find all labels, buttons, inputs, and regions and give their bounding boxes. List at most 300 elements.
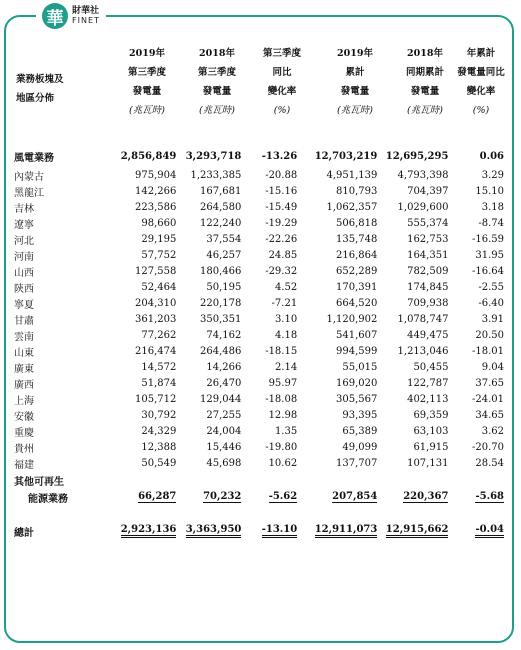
table-row xyxy=(14,523,504,539)
cell-value-text: 70,232 xyxy=(203,491,242,502)
cell-value xyxy=(120,263,176,279)
cell-value xyxy=(377,247,448,263)
cell-value xyxy=(241,455,297,471)
cell-value xyxy=(176,407,241,423)
cell-value-text: 14,572 xyxy=(141,361,177,373)
cell-value xyxy=(448,489,504,505)
cell-value-text: 4.52 xyxy=(274,281,298,293)
cell-value xyxy=(297,343,377,359)
cell-value xyxy=(176,391,241,407)
col-header-q3-2018: 2018年 第三季度 發電量 (兆瓦時) xyxy=(197,48,236,116)
cell-value xyxy=(176,311,241,327)
cell-value xyxy=(241,407,297,423)
finet-logo-icon: 華 xyxy=(42,3,68,29)
cell-value-text: 12,388 xyxy=(141,441,177,453)
cell-value-text: 305,567 xyxy=(335,393,378,405)
cell-value-text: -15.16 xyxy=(265,185,298,197)
table-row xyxy=(14,359,504,375)
cell-value-text: 27,255 xyxy=(206,409,242,421)
cell-value xyxy=(120,343,176,359)
cell-value-text: 4,793,398 xyxy=(397,169,449,181)
cell-value xyxy=(120,523,176,539)
row-label: 內蒙古 xyxy=(14,171,44,183)
cell-value xyxy=(241,231,297,247)
cell-value xyxy=(176,295,241,311)
cell-value-text: 207,854 xyxy=(332,491,378,502)
cell-value-text: -29.32 xyxy=(265,265,298,277)
cell-value-text: -2.55 xyxy=(478,281,504,293)
cell-value-text: 61,915 xyxy=(413,441,449,453)
cell-value-text: 12,703,219 xyxy=(314,150,378,162)
cell-value-text: 46,257 xyxy=(206,249,242,261)
cell-value xyxy=(176,327,241,343)
row-label: 山東 xyxy=(14,347,34,359)
cell-value xyxy=(241,375,297,391)
cell-value-text: 1,120,902 xyxy=(326,313,378,325)
row-label: 廣西 xyxy=(14,379,34,391)
cell-value xyxy=(297,455,377,471)
cell-value xyxy=(377,359,448,375)
cell-value xyxy=(120,391,176,407)
cell-value xyxy=(176,199,241,215)
cell-value-text: 37.65 xyxy=(475,377,504,389)
cell-value xyxy=(297,327,377,343)
cell-value-text: 137,707 xyxy=(335,457,378,469)
cell-value-text: 52,464 xyxy=(141,281,177,293)
cell-value-text: 1,029,600 xyxy=(397,201,449,213)
cell-value-text: -19.80 xyxy=(265,441,298,453)
table-row xyxy=(14,407,504,423)
cell-value-text: 122,787 xyxy=(407,377,449,389)
cell-value xyxy=(448,145,504,167)
cell-value xyxy=(448,343,504,359)
cell-value xyxy=(297,167,377,183)
cell-value xyxy=(377,167,448,183)
cell-value xyxy=(448,263,504,279)
row-label: 能源業務 xyxy=(28,493,68,505)
cell-value-text: 782,509 xyxy=(407,265,449,277)
cell-value-text: 20.50 xyxy=(475,329,504,341)
cell-value-text: -19.29 xyxy=(265,217,298,229)
cell-value xyxy=(297,279,377,295)
cell-value xyxy=(377,263,448,279)
cell-value-text: 24,004 xyxy=(206,425,242,437)
cell-value xyxy=(176,231,241,247)
cell-value-text: 10.62 xyxy=(268,457,298,469)
generation-table-body xyxy=(14,145,504,539)
cell-value xyxy=(377,231,448,247)
cell-value xyxy=(297,471,377,489)
row-label: 重慶 xyxy=(14,427,34,439)
cell-value xyxy=(377,145,448,167)
cell-value-text: -7.21 xyxy=(271,297,298,309)
cell-value-text: 810,793 xyxy=(335,185,378,197)
cell-value xyxy=(120,183,176,199)
cell-value xyxy=(377,423,448,439)
cell-value-text: 4,951,139 xyxy=(326,169,378,181)
cell-value xyxy=(448,199,504,215)
cell-value xyxy=(120,279,176,295)
cell-value xyxy=(377,295,448,311)
cell-value-text: -16.59 xyxy=(471,233,504,245)
cell-value-text: -20.70 xyxy=(471,441,504,453)
cell-value-text: -6.40 xyxy=(478,297,504,309)
cell-value-text: 220,367 xyxy=(403,491,449,502)
cell-value-text: 129,044 xyxy=(200,393,242,405)
cell-value xyxy=(120,199,176,215)
cell-value xyxy=(241,523,297,539)
cell-value xyxy=(176,167,241,183)
cell-value-text: 12.98 xyxy=(268,409,298,421)
cell-value-text: 555,374 xyxy=(407,217,449,229)
cell-value-text: 3.91 xyxy=(481,313,504,325)
cell-value xyxy=(297,523,377,539)
cell-value xyxy=(241,423,297,439)
cell-value-text: -13.10 xyxy=(262,524,297,538)
cell-value-text: 45,698 xyxy=(206,457,242,469)
cell-value xyxy=(120,167,176,183)
cell-value xyxy=(241,489,297,505)
cell-value-text: 402,113 xyxy=(407,393,449,405)
table-row xyxy=(14,247,504,263)
table-row xyxy=(14,311,504,327)
row-label: 安徽 xyxy=(14,411,34,423)
cell-value xyxy=(120,215,176,231)
cell-value-text: 704,397 xyxy=(407,185,449,197)
cell-value xyxy=(377,311,448,327)
cell-value xyxy=(120,359,176,375)
col-header-ytd-change: 年累計 發電量同比 變化率 (%) xyxy=(457,48,505,116)
cell-value-text: 3,293,718 xyxy=(185,150,242,162)
col-header-q3-change: 第三季度 同比 變化率 (%) xyxy=(262,48,301,116)
cell-value-text: 142,266 xyxy=(135,185,177,197)
cell-value xyxy=(120,295,176,311)
cell-value-text: 12,911,073 xyxy=(315,524,378,538)
cell-value xyxy=(120,407,176,423)
cell-value xyxy=(176,455,241,471)
cell-value xyxy=(448,523,504,539)
cell-value xyxy=(241,199,297,215)
cell-value xyxy=(377,455,448,471)
row-label-header: 業務板塊及 地區分佈 xyxy=(16,74,64,104)
row-label: 風電業務 xyxy=(14,152,54,164)
cell-value xyxy=(120,311,176,327)
cell-value-text: 994,599 xyxy=(335,345,378,357)
cell-value xyxy=(120,327,176,343)
row-label: 寧夏 xyxy=(14,299,34,311)
cell-value-text: 216,864 xyxy=(335,249,378,261)
cell-value-text: 12,695,295 xyxy=(385,150,449,162)
cell-value xyxy=(377,375,448,391)
cell-value-text: 65,389 xyxy=(342,425,378,437)
cell-value xyxy=(241,263,297,279)
cell-value-text: -0.04 xyxy=(475,524,504,538)
table-row xyxy=(14,215,504,231)
cell-value xyxy=(176,471,241,489)
cell-value xyxy=(377,327,448,343)
cell-value xyxy=(377,183,448,199)
cell-value-text: 264,580 xyxy=(200,201,242,213)
cell-value-text: 95.97 xyxy=(268,377,298,389)
table-row xyxy=(14,489,504,505)
cell-value-text: 350,351 xyxy=(200,313,242,325)
cell-value-text: 15,446 xyxy=(206,441,242,453)
col-header-ytd-2019: 2019年 累計 發電量 (兆瓦時) xyxy=(337,48,373,116)
cell-value-text: 174,845 xyxy=(407,281,449,293)
cell-value-text: 57,752 xyxy=(141,249,177,261)
cell-value xyxy=(297,439,377,455)
cell-value-text: 2,923,136 xyxy=(121,524,177,538)
cell-value xyxy=(176,183,241,199)
cell-value-text: 204,310 xyxy=(135,297,177,309)
cell-value-text: -24.01 xyxy=(471,393,504,405)
cell-value xyxy=(176,215,241,231)
cell-value xyxy=(377,523,448,539)
cell-value-text: 105,712 xyxy=(135,393,177,405)
cell-value xyxy=(377,439,448,455)
cell-value xyxy=(377,199,448,215)
cell-value xyxy=(448,167,504,183)
table-row xyxy=(14,327,504,343)
cell-value-text: 77,262 xyxy=(141,329,177,341)
cell-value xyxy=(297,183,377,199)
cell-value-text: 449,475 xyxy=(407,329,449,341)
finet-logo xyxy=(36,3,106,29)
cell-value xyxy=(448,471,504,489)
cell-value-text: 0.06 xyxy=(479,150,504,162)
cell-value-text: 69,359 xyxy=(413,409,449,421)
cell-value-text: 1,062,357 xyxy=(326,201,378,213)
cell-value xyxy=(448,231,504,247)
cell-value xyxy=(297,423,377,439)
cell-value xyxy=(297,359,377,375)
cell-value-text: 66,287 xyxy=(138,491,177,502)
cell-value-text: -15.49 xyxy=(265,201,298,213)
cell-value-text: 37,554 xyxy=(206,233,242,245)
row-label: 黑龍江 xyxy=(14,187,44,199)
table-row xyxy=(14,375,504,391)
table-row xyxy=(14,279,504,295)
cell-value-text: -18.01 xyxy=(471,345,504,357)
cell-value-text: -8.74 xyxy=(478,217,504,229)
cell-value-text: 2,856,849 xyxy=(120,150,177,162)
cell-value-text: 93,395 xyxy=(342,409,378,421)
row-label: 河北 xyxy=(14,235,34,247)
cell-value-text: 361,203 xyxy=(135,313,177,325)
cell-value xyxy=(241,471,297,489)
cell-value xyxy=(448,375,504,391)
cell-value-text: 122,240 xyxy=(200,217,242,229)
cell-value-text: 216,474 xyxy=(135,345,177,357)
cell-value xyxy=(241,327,297,343)
cell-value xyxy=(120,145,176,167)
cell-value xyxy=(241,183,297,199)
cell-value xyxy=(448,439,504,455)
cell-value xyxy=(297,407,377,423)
cell-value-text: 220,178 xyxy=(200,297,242,309)
cell-value xyxy=(176,375,241,391)
cell-value xyxy=(448,359,504,375)
col-header-q3-2019: 2019年 第三季度 發電量 (兆瓦時) xyxy=(127,48,166,116)
table-row xyxy=(14,343,504,359)
cell-value-text: -16.64 xyxy=(471,265,504,277)
cell-value xyxy=(241,215,297,231)
row-label: 其他可再生 xyxy=(14,476,64,488)
cell-value xyxy=(241,439,297,455)
cell-value xyxy=(297,295,377,311)
row-label: 陝西 xyxy=(14,283,34,295)
table-row xyxy=(14,145,504,167)
cell-value-text: -18.08 xyxy=(265,393,298,405)
cell-value-text: 541,607 xyxy=(335,329,378,341)
cell-value xyxy=(297,145,377,167)
logo-cn-text: 財華社 xyxy=(72,6,100,16)
cell-value-text: 24,329 xyxy=(141,425,177,437)
cell-value xyxy=(448,183,504,199)
row-label: 上海 xyxy=(14,395,34,407)
cell-value-text: 4.18 xyxy=(274,329,298,341)
cell-value-text: 162,753 xyxy=(407,233,449,245)
cell-value-text: 28.54 xyxy=(475,457,504,469)
cell-value-text: 169,020 xyxy=(335,377,378,389)
cell-value-text: 15.10 xyxy=(475,185,504,197)
cell-value xyxy=(176,439,241,455)
cell-value xyxy=(377,407,448,423)
cell-value-text: 12,915,662 xyxy=(386,524,449,538)
row-label: 遼寧 xyxy=(14,219,34,231)
cell-value-text: -5.62 xyxy=(268,491,298,502)
cell-value xyxy=(297,391,377,407)
cell-value-text: 74,162 xyxy=(206,329,242,341)
cell-value xyxy=(120,247,176,263)
cell-value xyxy=(241,167,297,183)
cell-value-text: 164,351 xyxy=(407,249,449,261)
table-row xyxy=(14,167,504,183)
table-row xyxy=(14,455,504,471)
table-row xyxy=(14,471,504,489)
cell-value xyxy=(176,423,241,439)
table-row xyxy=(14,183,504,199)
cell-value xyxy=(377,343,448,359)
cell-value xyxy=(241,279,297,295)
col-header-ytd-2018: 2018年 同期累計 發電量 (兆瓦時) xyxy=(405,48,444,116)
cell-value-text: 127,558 xyxy=(135,265,177,277)
cell-value-text: -18.15 xyxy=(265,345,298,357)
cell-value xyxy=(448,295,504,311)
table-row xyxy=(14,391,504,407)
cell-value xyxy=(297,311,377,327)
cell-value xyxy=(176,145,241,167)
cell-value-text: 50,195 xyxy=(206,281,242,293)
cell-value-text: 167,681 xyxy=(200,185,242,197)
cell-value xyxy=(241,343,297,359)
cell-value-text: 9.04 xyxy=(481,361,504,373)
cell-value xyxy=(448,407,504,423)
cell-value-text: -13.26 xyxy=(261,150,298,162)
cell-value-text: 14,266 xyxy=(206,361,242,373)
row-label: 總計 xyxy=(14,527,34,539)
table-row xyxy=(14,263,504,279)
logo-en-text: FINET xyxy=(72,16,100,25)
table-row xyxy=(14,423,504,439)
cell-value xyxy=(297,489,377,505)
cell-value-text: 31.95 xyxy=(475,249,504,261)
cell-value xyxy=(241,359,297,375)
cell-value-text: 29,195 xyxy=(141,233,177,245)
row-label: 甘肅 xyxy=(14,315,34,327)
cell-value-text: 3.29 xyxy=(481,169,504,181)
cell-value xyxy=(377,279,448,295)
cell-value xyxy=(297,231,377,247)
cell-value-text: 63,103 xyxy=(413,425,449,437)
cell-value-text: 506,818 xyxy=(335,217,378,229)
cell-value xyxy=(176,263,241,279)
spacer-row xyxy=(14,505,504,523)
cell-value-text: 180,466 xyxy=(200,265,242,277)
row-label: 福建 xyxy=(14,459,34,471)
cell-value-text: 30,792 xyxy=(141,409,177,421)
cell-value xyxy=(297,199,377,215)
cell-value xyxy=(297,375,377,391)
generation-table xyxy=(14,145,504,539)
cell-value xyxy=(448,215,504,231)
cell-value-text: 223,586 xyxy=(135,201,177,213)
table-row xyxy=(14,199,504,215)
cell-value-text: 3.62 xyxy=(481,425,504,437)
row-label: 山西 xyxy=(14,267,34,279)
cell-value-text: 50,549 xyxy=(141,457,177,469)
cell-value-text: 1,233,385 xyxy=(190,169,242,181)
cell-value-text: 2.14 xyxy=(274,361,298,373)
cell-value-text: 51,874 xyxy=(141,377,177,389)
table-row xyxy=(14,231,504,247)
cell-value-text: 709,938 xyxy=(407,297,449,309)
cell-value-text: 55,015 xyxy=(342,361,378,373)
cell-value xyxy=(120,231,176,247)
cell-value xyxy=(448,311,504,327)
cell-value xyxy=(120,439,176,455)
cell-value-text: 107,131 xyxy=(407,457,449,469)
cell-value xyxy=(448,327,504,343)
cell-value xyxy=(120,471,176,489)
cell-value-text: 652,289 xyxy=(335,265,378,277)
cell-value xyxy=(176,279,241,295)
cell-value-text: 3.10 xyxy=(274,313,298,325)
cell-value xyxy=(448,391,504,407)
table-row xyxy=(14,439,504,455)
cell-value xyxy=(448,279,504,295)
cell-value xyxy=(176,489,241,505)
cell-value-text: -20.88 xyxy=(265,169,298,181)
cell-value xyxy=(297,263,377,279)
cell-value-text: 26,470 xyxy=(206,377,242,389)
cell-value xyxy=(448,455,504,471)
cell-value xyxy=(241,391,297,407)
cell-value xyxy=(297,215,377,231)
cell-value xyxy=(176,523,241,539)
cell-value-text: 3,363,950 xyxy=(186,524,242,538)
row-label: 河南 xyxy=(14,251,34,263)
cell-value xyxy=(448,423,504,439)
cell-value xyxy=(241,247,297,263)
cell-value xyxy=(241,311,297,327)
cell-value-text: 975,904 xyxy=(135,169,177,181)
cell-value-text: 1,213,046 xyxy=(397,345,449,357)
table-row xyxy=(14,295,504,311)
cell-value xyxy=(120,455,176,471)
cell-value-text: -22.26 xyxy=(265,233,298,245)
cell-value xyxy=(241,145,297,167)
